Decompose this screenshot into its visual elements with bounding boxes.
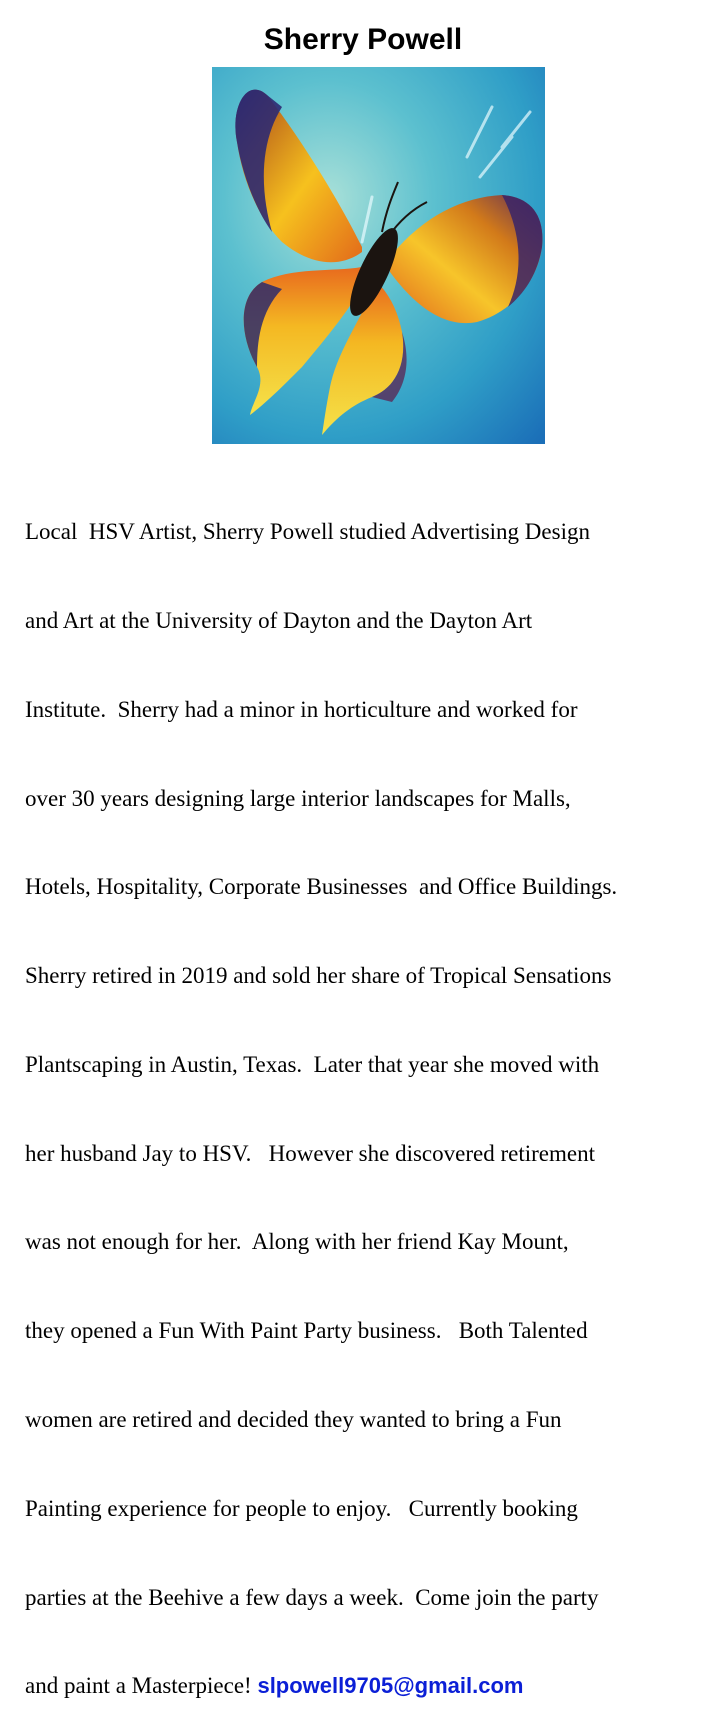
bio-line: and Art at the University of Dayton and the Dayton Art [25, 607, 533, 633]
artist-bio [25, 458, 715, 1731]
bio-line: Institute. Sherry had a minor in horticulture and worked for [25, 696, 578, 722]
page-title: Sherry Powell [263, 23, 463, 56]
bio-line: Sherry retired in 2019 and sold her share of Tropical Sensations [25, 963, 612, 989]
bio-last-line [25, 1671, 715, 1701]
bio-line: they opened a Fun With Paint Party business. Both Talented [25, 1318, 588, 1344]
bio-line: parties at the Beehive a few days a week. Come join the party [25, 1584, 599, 1610]
bio-line: Painting experience for people to enjoy. Currently booking [25, 1495, 578, 1521]
email-link[interactable]: slpowell9705@gmail.com [257, 1673, 524, 1699]
butterfly-painting [212, 67, 545, 444]
bio-line: Plantscaping in Austin, Texas. Later that year she moved with [25, 1051, 600, 1077]
bio-line: women are retired and decided they wanted to bring a Fun [25, 1407, 562, 1432]
bio-line: her husband Jay to HSV. However she discovered retirement [25, 1140, 595, 1166]
bio-closing-text: and paint a Masterpiece! [25, 1673, 258, 1699]
bio-line: was not enough for her. Along with her friend Kay Mount, [25, 1229, 569, 1255]
bio-line: Hotels, Hospitality, Corporate Businesses and Office Buildings. [25, 874, 618, 900]
bio-line: over 30 years designing large interior landscapes for Malls, [25, 785, 571, 811]
bio-line: Local HSV Artist, Sherry Powell studied Advertising Design [25, 519, 590, 545]
